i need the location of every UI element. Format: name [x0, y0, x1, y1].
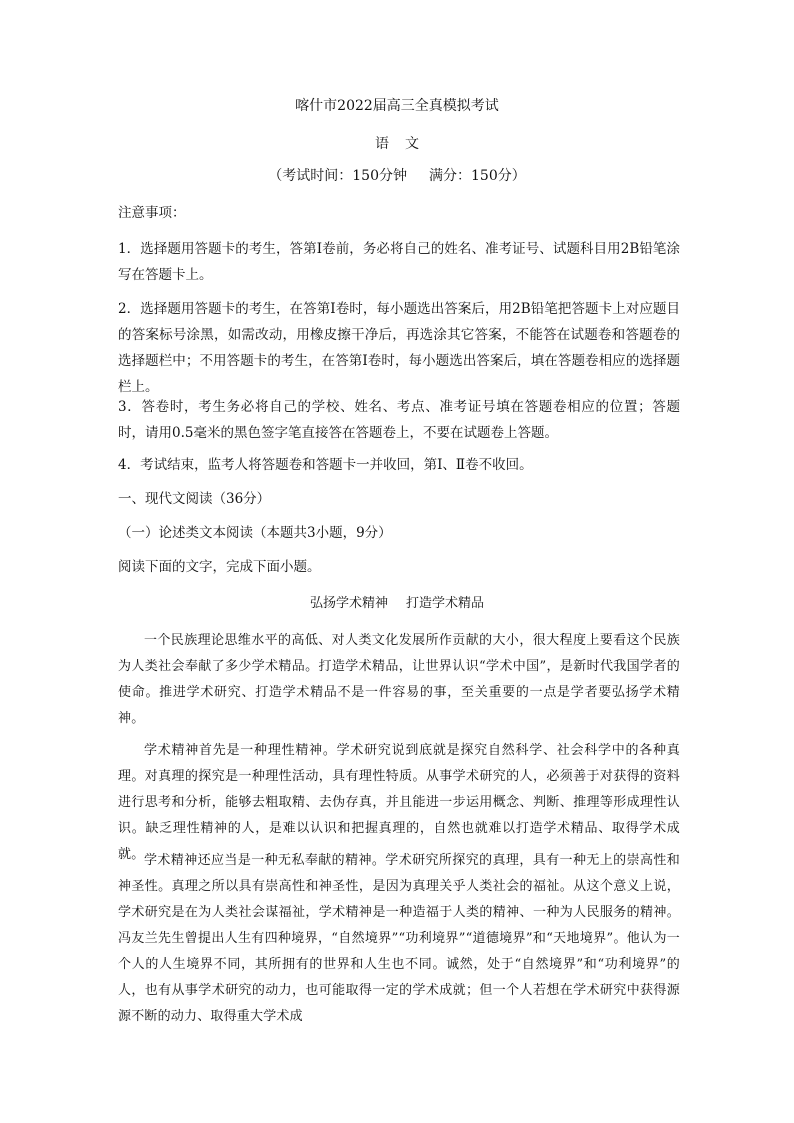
essay-paragraph-2: 学术精神首先是一种理性精神。学术研究说到底就是探究自然科学、社会科学中的各种真理。对真理的探究是一种理性活动，具有理性特质。从事学术研究的人，必须善于对获得的资料进行思考和分析，能够去粗取精、去伪存真，并且能进一步运用概念、判断、推理等形成理性认识。缺乏理性精神的人，是难以认识和把握真理的，自然也就难以打造学术精品、取得学术成就。 [118, 743, 680, 862]
essay-title-left: 弘扬学术精神 [309, 596, 388, 611]
exam-title: 喀什市2022届高三全真模拟考试 [295, 98, 499, 114]
essay-paragraph-1: 一个民族理论思维水平的高低、对人类文化发展所作贡献的大小，很大程度上要看这个民族为人类社会奉献了多少学术精品。打造学术精品，让世界认识“学术中国”，是新时代我国学者的使命。推进学术研究、打造学术精品不是一件容易的事，至关重要的一点是学者要弘扬学术精神。 [118, 633, 680, 726]
notice-heading: 注意事项： [118, 205, 186, 221]
notice-item-4: 4．考试结束，监考人将答题卷和答题卡一并收回，第Ⅰ、Ⅱ卷不收回。 [118, 457, 533, 473]
part-heading: 一、现代文阅读（36分） [118, 491, 271, 507]
exam-time-score [0, 165, 794, 185]
notice-item-3: 3．答卷时，考生务必将自己的学校、姓名、考点、准考证号填在答题卷相应的位置；答题时，请用0.5毫米的黑色签字笔直接答在答题卷上，不要在试题卷上答题。 [118, 399, 680, 441]
score-info: 满分：150分） [429, 168, 526, 184]
notice-item-1: 1．选择题用答题卡的考生，答第Ⅰ卷前，务必将自己的姓名、准考证号、试题科目用2B铅笔涂写在答题卡上。 [118, 241, 680, 283]
notice-item-2: 2．选择题用答题卡的考生，在答第Ⅰ卷时，每小题选出答案后，用2B铅笔把答题卡上对应题目的答案标号涂黑，如需改动，用橡皮擦干净后，再选涂其它答案，不能答在试题卷和答题卷的选择题栏中；不用答题卡的考生，在答第Ⅰ卷时，每小题选出答案后，填在答题卷相应的选择题栏上。 [118, 301, 680, 395]
subject-title: 语文 [375, 136, 435, 152]
essay-title-right: 打造学术精品 [406, 596, 485, 611]
sub-heading: （一）论述类文本阅读（本题共3小题，9分） [118, 525, 392, 541]
time-info: （考试时间：150分钟 [268, 168, 407, 184]
reading-instruction: 阅读下面的文字，完成下面小题。 [118, 559, 321, 575]
essay-paragraph-3: 学术精神还应当是一种无私奉献的精神。学术研究所探究的真理，具有一种无上的崇高性和神圣性。真理之所以具有崇高性和神圣性，是因为真理关乎人类社会的福祉。从这个意义上说，学术研究是在为人类社会谋福祉，学术精神是一种造福于人类的精神、一种为人民服务的精神。冯友兰先生曾提出人生有四种境界，“自然境界”“功利境界”“道德境界”和“天地境界”。他认为一个人的人生境界不同，其所拥有的世界和人生也不同。诚然，处于“自然境界”和“功利境界”的人，也有从事学术研究的动力，也可能取得一定的学术成就；但一个人若想在学术研究中获得源源不断的动力、取得重大学术成 [118, 853, 680, 1024]
essay-title [0, 592, 794, 611]
